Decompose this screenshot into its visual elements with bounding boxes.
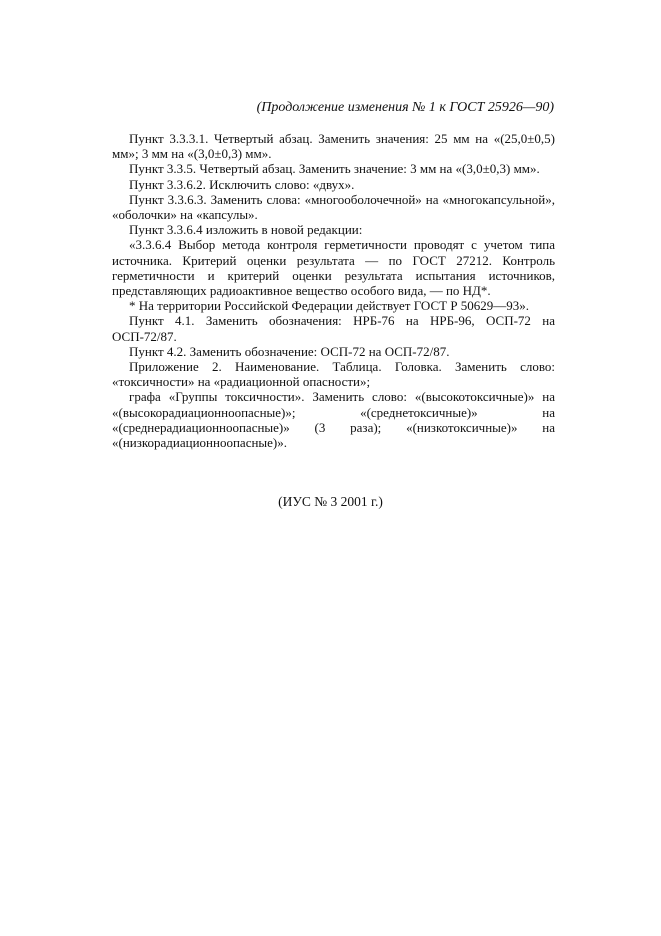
paragraph-4-1: Пункт 4.1. Заменить обозначения: НРБ-76 на НРБ-96, ОСП-72 на ОСП-72/87. [112, 313, 555, 344]
paragraph-3-3-3-1: Пункт 3.3.3.1. Четвертый абзац. Заменить значения: 25 мм на «(25,0±0,5) мм»; 3 мм на «(3,0±0,3) мм». [112, 131, 555, 162]
paragraph-3-3-6-4-intro: Пункт 3.3.6.4 изложить в новой редакции: [129, 222, 363, 238]
paragraph-toxicity-groups: графа «Группы токсичности». Заменить слово: «(высокотоксичные)» на «(высокорадиационноопасные)»; «(среднетоксичные)» на «(среднерадиационноопасные)» (3 раза); «(низкотоксичные)» на «(низкорадиационноопасные)». [112, 389, 555, 451]
paragraph-4-2: Пункт 4.2. Заменить обозначение: ОСП-72 на ОСП-72/87. [129, 343, 450, 359]
paragraph-3-3-6-4-new-text: «3.3.6.4 Выбор метода контроля герметичности проводят с учетом типа источника. Критерий оценки результата — по ГОСТ 27212. Контроль герметичности и критерий оценки результата испытания источников, представляющих радиоактивное вещество особого вида, — по НД*. [112, 237, 555, 299]
source-reference: (ИУС № 3 2001 г.) [278, 494, 383, 509]
paragraph-3-3-6-3: Пункт 3.3.6.3. Заменить слова: «многооболочечной» на «многокапсульной», «оболочки» на «капсулы». [112, 191, 555, 223]
footnote: * На территории Российской Федерации действует ГОСТ Р 50629—93». [129, 298, 530, 314]
continuation-header: (Продолжение изменения № 1 к ГОСТ 25926—90) [256, 100, 554, 115]
paragraph-3-3-6-2: Пункт 3.3.6.2. Исключить слово: «двух». [129, 176, 355, 192]
paragraph-3-3-5: Пункт 3.3.5. Четвертый абзац. Заменить значение: 3 мм на «(3,0±0,3) мм». [129, 161, 540, 177]
amendment-body [112, 131, 555, 450]
paragraph-appendix-2: Приложение 2. Наименование. Таблица. Головка. Заменить слово: «токсичности» на «радиационной опасности»; [112, 359, 555, 390]
